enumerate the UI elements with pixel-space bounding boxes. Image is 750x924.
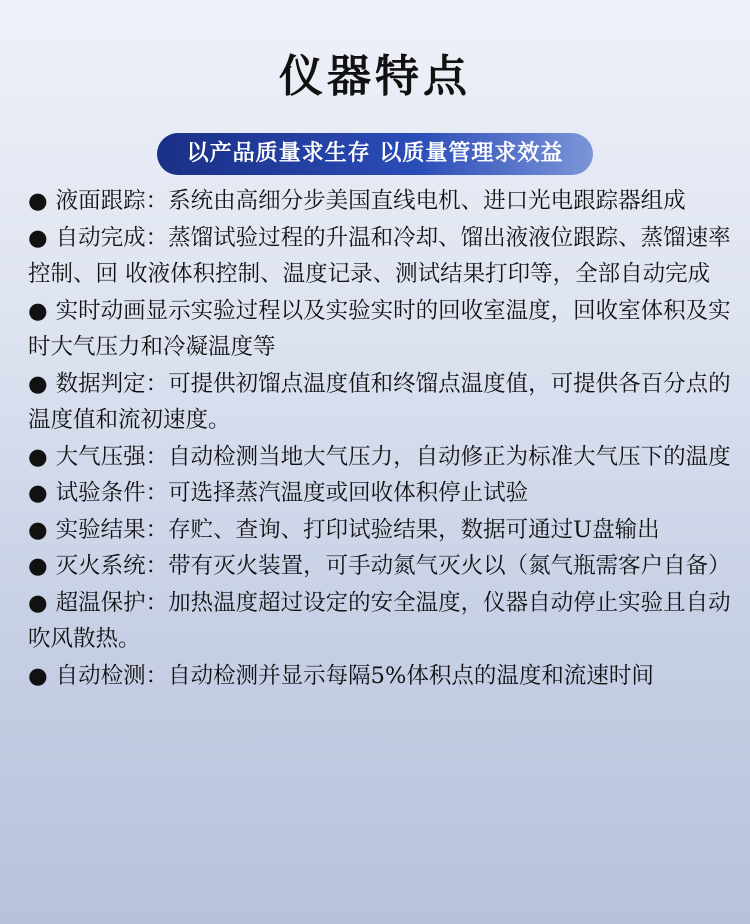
slogan-banner-wrap — [0, 133, 750, 175]
feature-item — [28, 658, 740, 695]
feature-item — [28, 475, 740, 512]
bullet-icon: ● — [28, 297, 48, 324]
feature-item — [28, 183, 740, 220]
bullet-icon: ● — [28, 443, 48, 470]
feature-text: 实时动画显示实验过程以及实验实时的回收室温度，回收室体积及实时大气压力和冷凝温度等 — [28, 297, 731, 360]
feature-text: 自动完成：蒸馏试验过程的升温和冷却、馏出液液位跟踪、蒸馏速率控制、回 收液体积控制、温度记录、测试结果打印等，全部自动完成 — [28, 224, 731, 287]
feature-item — [28, 585, 740, 658]
feature-text: 自动检测：自动检测并显示每隔5%体积点的温度和流速时间 — [55, 662, 654, 689]
feature-item — [28, 293, 740, 366]
feature-text: 超温保护：加热温度超过设定的安全温度，仪器自动停止实验且自动吹风散热。 — [28, 589, 731, 652]
feature-text: 数据判定：可提供初馏点温度值和终馏点温度值，可提供各百分点的温度值和流初速度。 — [28, 370, 731, 433]
bullet-icon: ● — [28, 516, 48, 543]
feature-text: 液面跟踪：系统由高细分步美国直线电机、进口光电跟踪器组成 — [55, 188, 686, 214]
feature-text: 试验条件：可选择蒸汽温度或回收体积停止试验 — [55, 480, 529, 506]
feature-item — [28, 548, 740, 585]
feature-item — [28, 512, 740, 549]
feature-item — [28, 220, 740, 293]
feature-item — [28, 366, 740, 439]
feature-text: 大气压强：自动检测当地大气压力，自动修正为标准大气压下的温度 — [55, 443, 731, 470]
bullet-icon: ● — [28, 370, 48, 397]
bullet-icon: ● — [28, 188, 48, 214]
feature-text: 实验结果：存贮、查询、打印试验结果，数据可通过U盘输出 — [55, 516, 660, 543]
feature-item — [28, 439, 740, 476]
slogan-banner: 以产品质量求生存 以质量管理求效益 — [157, 133, 594, 175]
bullet-icon: ● — [28, 589, 48, 616]
feature-list — [28, 183, 740, 694]
page-title: 仪器特点 — [279, 51, 471, 102]
bullet-icon: ● — [28, 224, 48, 251]
bullet-icon: ● — [28, 662, 48, 689]
bullet-icon: ● — [28, 480, 48, 506]
feature-text: 灭火系统：带有灭火装置，可手动氮气灭火以（氮气瓶需客户自备） — [55, 553, 731, 579]
bullet-icon: ● — [28, 553, 48, 579]
